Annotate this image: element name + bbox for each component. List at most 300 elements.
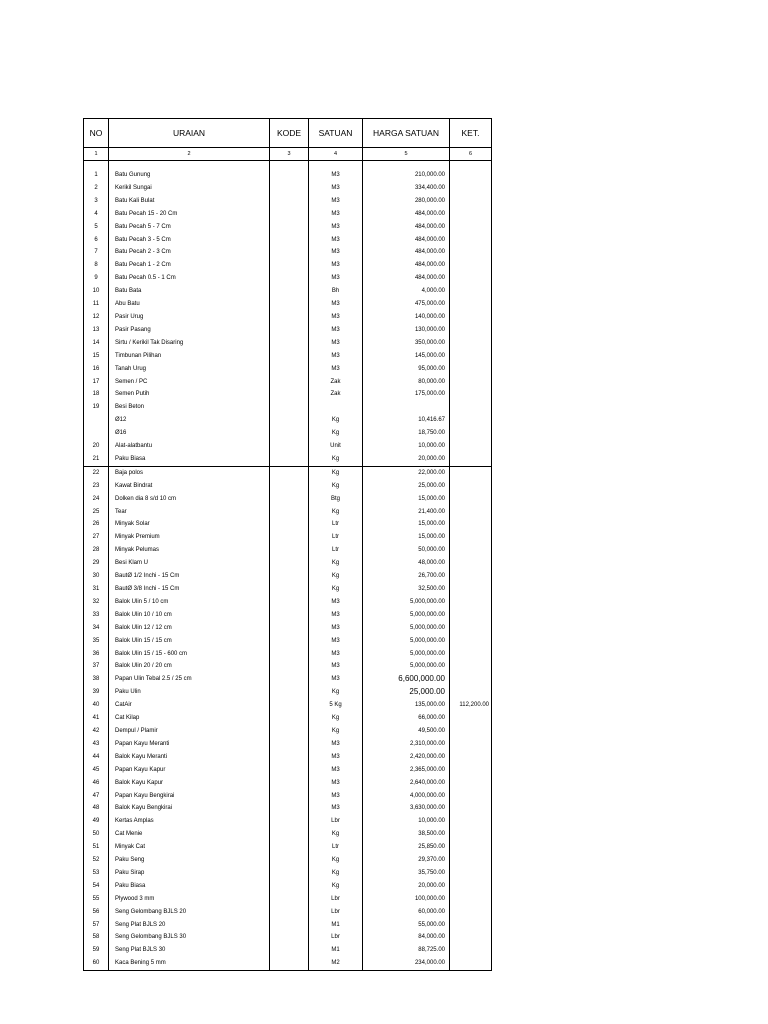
cell-kode	[270, 893, 309, 906]
table-body	[84, 161, 492, 971]
table-row	[84, 272, 492, 285]
cell-ket	[450, 557, 492, 570]
cell-uraian: Balok Ulin 10 / 10 cm	[109, 609, 270, 622]
cell-harga-satuan: 5,000,000.00	[363, 622, 450, 635]
cell-ket	[450, 828, 492, 841]
cell-satuan: M3	[309, 751, 363, 764]
column-number: 4	[309, 148, 363, 161]
cell-no: 23	[84, 480, 109, 493]
cell-kode	[270, 234, 309, 247]
header-row	[84, 119, 492, 148]
header-kode: KODE	[270, 119, 309, 148]
table-row	[84, 686, 492, 699]
cell-kode	[270, 182, 309, 195]
cell-kode	[270, 324, 309, 337]
cell-kode	[270, 401, 309, 414]
column-number: 2	[109, 148, 270, 161]
table-row	[84, 802, 492, 815]
cell-uraian: Balok Ulin 20 / 20 cm	[109, 660, 270, 673]
cell-uraian: Tanah Urug	[109, 363, 270, 376]
table-row	[84, 622, 492, 635]
cell-uraian: Batu Pecah 1 - 2 Cm	[109, 259, 270, 272]
cell-harga-satuan: 38,500.00	[363, 828, 450, 841]
cell-satuan: Lbr	[309, 931, 363, 944]
table-row	[84, 648, 492, 661]
cell-harga-satuan: 15,000.00	[363, 493, 450, 506]
cell-uraian: Batu Pecah 2 - 3 Cm	[109, 246, 270, 259]
cell-uraian: Papan Ulin Tebal 2.5 / 25 cm	[109, 673, 270, 686]
table-row	[84, 246, 492, 259]
cell-harga-satuan: 5,000,000.00	[363, 648, 450, 661]
cell-ket	[450, 673, 492, 686]
cell-ket	[450, 725, 492, 738]
cell-kode	[270, 957, 309, 970]
cell-ket	[450, 686, 492, 699]
cell-ket	[450, 738, 492, 751]
cell-kode	[270, 493, 309, 506]
cell-no: 51	[84, 841, 109, 854]
table-row	[84, 906, 492, 919]
cell-kode	[270, 854, 309, 867]
cell-no: 50	[84, 828, 109, 841]
table-row	[84, 337, 492, 350]
cell-harga-satuan: 55,000.00	[363, 919, 450, 932]
cell-ket	[450, 311, 492, 324]
cell-satuan: Kg	[309, 854, 363, 867]
cell-harga-satuan: 484,000.00	[363, 221, 450, 234]
cell-uraian: Balok Kayu Kapur	[109, 777, 270, 790]
cell-uraian: Cat Kilap	[109, 712, 270, 725]
cell-kode	[270, 841, 309, 854]
cell-satuan: M3	[309, 802, 363, 815]
cell-ket	[450, 906, 492, 919]
cell-no: 38	[84, 673, 109, 686]
cell-harga-satuan: 35,750.00	[363, 867, 450, 880]
table-row	[84, 401, 492, 414]
cell-satuan: Kg	[309, 466, 363, 479]
cell-no: 39	[84, 686, 109, 699]
cell-no: 33	[84, 609, 109, 622]
header-satuan: SATUAN	[309, 119, 363, 148]
cell-harga-satuan: 484,000.00	[363, 234, 450, 247]
cell-satuan: M3	[309, 182, 363, 195]
cell-uraian: Balok Ulin 5 / 10 cm	[109, 596, 270, 609]
cell-harga-satuan: 22,000.00	[363, 466, 450, 479]
cell-kode	[270, 259, 309, 272]
cell-uraian: Pasir Urug	[109, 311, 270, 324]
cell-uraian: Paku Biasa	[109, 880, 270, 893]
cell-harga-satuan: 3,630,000.00	[363, 802, 450, 815]
cell-kode	[270, 867, 309, 880]
table-row	[84, 350, 492, 363]
price-sheet	[83, 118, 491, 967]
cell-uraian: Batu Pecah 0.5 - 1 Cm	[109, 272, 270, 285]
cell-kode	[270, 518, 309, 531]
cell-satuan: M3	[309, 221, 363, 234]
cell-kode	[270, 609, 309, 622]
cell-uraian: Batu Pecah 3 - 5 Cm	[109, 234, 270, 247]
cell-uraian: Batu Gunung	[109, 169, 270, 182]
cell-satuan: M3	[309, 738, 363, 751]
cell-uraian: Plywood 3 mm	[109, 893, 270, 906]
cell-harga-satuan: 234,000.00	[363, 957, 450, 970]
cell-kode	[270, 583, 309, 596]
cell-harga-satuan: 145,000.00	[363, 350, 450, 363]
cell-no: 36	[84, 648, 109, 661]
table-row	[84, 466, 492, 479]
cell-kode	[270, 453, 309, 466]
table-row	[84, 480, 492, 493]
cell-kode	[270, 919, 309, 932]
cell-no: 44	[84, 751, 109, 764]
cell-ket	[450, 777, 492, 790]
cell-uraian: Semen / PC	[109, 376, 270, 389]
cell-harga-satuan: 484,000.00	[363, 208, 450, 221]
cell-satuan: M3	[309, 169, 363, 182]
cell-uraian: CatAir	[109, 699, 270, 712]
table-row	[84, 570, 492, 583]
cell-kode	[270, 466, 309, 479]
cell-harga-satuan: 48,000.00	[363, 557, 450, 570]
cell-satuan: Ltr	[309, 841, 363, 854]
cell-ket	[450, 931, 492, 944]
table-row	[84, 414, 492, 427]
cell-ket	[450, 272, 492, 285]
cell-harga-satuan: 26,700.00	[363, 570, 450, 583]
cell-no: 26	[84, 518, 109, 531]
cell-harga-satuan: 5,000,000.00	[363, 635, 450, 648]
table-row	[84, 931, 492, 944]
table-row	[84, 854, 492, 867]
cell-uraian: Kertas Amplas	[109, 815, 270, 828]
cell-kode	[270, 531, 309, 544]
cell-ket	[450, 298, 492, 311]
cell-no: 3	[84, 195, 109, 208]
column-number: 3	[270, 148, 309, 161]
cell-no: 12	[84, 311, 109, 324]
cell-no: 19	[84, 401, 109, 414]
cell-satuan: Kg	[309, 828, 363, 841]
cell-uraian: Batu Pecah 15 - 20 Cm	[109, 208, 270, 221]
table-row	[84, 493, 492, 506]
cell-harga-satuan: 15,000.00	[363, 518, 450, 531]
table-row	[84, 195, 492, 208]
cell-kode	[270, 699, 309, 712]
cell-uraian: Cat Menie	[109, 828, 270, 841]
column-number-row	[84, 148, 492, 161]
cell-ket	[450, 802, 492, 815]
cell-uraian: BautØ 1/2 Inchi - 15 Cm	[109, 570, 270, 583]
cell-ket	[450, 506, 492, 519]
table-row	[84, 919, 492, 932]
cell-satuan: M3	[309, 337, 363, 350]
cell-kode	[270, 828, 309, 841]
cell-uraian: Ø16	[109, 427, 270, 440]
cell-ket	[450, 414, 492, 427]
cell-harga-satuan: 50,000.00	[363, 544, 450, 557]
cell-ket	[450, 440, 492, 453]
cell-satuan: Kg	[309, 686, 363, 699]
cell-harga-satuan: 88,725.00	[363, 944, 450, 957]
cell-harga-satuan: 130,000.00	[363, 324, 450, 337]
cell-satuan: Bh	[309, 285, 363, 298]
cell-no: 57	[84, 919, 109, 932]
cell-no: 7	[84, 246, 109, 259]
cell-satuan: M1	[309, 944, 363, 957]
cell-harga-satuan: 25,000.00	[363, 686, 450, 699]
table-row	[84, 790, 492, 803]
cell-no: 58	[84, 931, 109, 944]
cell-no: 24	[84, 493, 109, 506]
cell-ket	[450, 944, 492, 957]
cell-uraian: Tear	[109, 506, 270, 519]
cell-no: 17	[84, 376, 109, 389]
cell-ket	[450, 544, 492, 557]
cell-ket	[450, 790, 492, 803]
table-row	[84, 764, 492, 777]
cell-ket	[450, 427, 492, 440]
cell-kode	[270, 195, 309, 208]
table-row	[84, 376, 492, 389]
cell-ket	[450, 841, 492, 854]
cell-uraian: Minyak Solar	[109, 518, 270, 531]
cell-harga-satuan: 60,000.00	[363, 906, 450, 919]
cell-kode	[270, 570, 309, 583]
cell-kode	[270, 635, 309, 648]
cell-harga-satuan: 4,000.00	[363, 285, 450, 298]
cell-uraian: Seng Plat BJLS 30	[109, 944, 270, 957]
cell-ket	[450, 350, 492, 363]
cell-no: 6	[84, 234, 109, 247]
cell-satuan: M3	[309, 648, 363, 661]
cell-ket	[450, 195, 492, 208]
cell-satuan: Kg	[309, 867, 363, 880]
cell-no: 9	[84, 272, 109, 285]
cell-kode	[270, 350, 309, 363]
cell-harga-satuan: 25,850.00	[363, 841, 450, 854]
cell-no: 34	[84, 622, 109, 635]
cell-uraian: Dempul / Plamir	[109, 725, 270, 738]
cell-ket	[450, 957, 492, 970]
cell-satuan: Zak	[309, 376, 363, 389]
cell-kode	[270, 427, 309, 440]
cell-kode	[270, 480, 309, 493]
cell-no: 32	[84, 596, 109, 609]
table-row	[84, 828, 492, 841]
table-row	[84, 880, 492, 893]
cell-uraian: Minyak Cat	[109, 841, 270, 854]
cell-satuan: Kg	[309, 427, 363, 440]
spacer-row	[84, 161, 492, 170]
cell-harga-satuan: 10,000.00	[363, 440, 450, 453]
table-row	[84, 440, 492, 453]
cell-kode	[270, 544, 309, 557]
table-row	[84, 544, 492, 557]
cell-ket	[450, 815, 492, 828]
cell-ket	[450, 363, 492, 376]
cell-no: 5	[84, 221, 109, 234]
cell-harga-satuan: 280,000.00	[363, 195, 450, 208]
cell-no: 29	[84, 557, 109, 570]
cell-uraian: Balok Kayu Meranti	[109, 751, 270, 764]
cell-satuan: Kg	[309, 480, 363, 493]
cell-ket	[450, 182, 492, 195]
cell-satuan: M3	[309, 324, 363, 337]
cell-satuan: M3	[309, 298, 363, 311]
cell-uraian: Balok Ulin 15 / 15 - 600 cm	[109, 648, 270, 661]
cell-satuan: M3	[309, 259, 363, 272]
cell-no: 46	[84, 777, 109, 790]
cell-harga-satuan: 49,500.00	[363, 725, 450, 738]
cell-satuan: M3	[309, 311, 363, 324]
cell-ket	[450, 919, 492, 932]
cell-harga-satuan: 2,310,000.00	[363, 738, 450, 751]
cell-satuan: M3	[309, 777, 363, 790]
cell-satuan: Kg	[309, 557, 363, 570]
cell-no: 48	[84, 802, 109, 815]
table-row	[84, 867, 492, 880]
cell-uraian: Balok Kayu Bengkirai	[109, 802, 270, 815]
cell-uraian: Sirtu / Kerikil Tak Disaring	[109, 337, 270, 350]
table-row	[84, 957, 492, 970]
cell-kode	[270, 738, 309, 751]
table-row	[84, 635, 492, 648]
cell-ket	[450, 596, 492, 609]
cell-satuan: M3	[309, 622, 363, 635]
cell-ket	[450, 660, 492, 673]
cell-kode	[270, 944, 309, 957]
cell-ket	[450, 169, 492, 182]
cell-no: 59	[84, 944, 109, 957]
cell-ket	[450, 518, 492, 531]
cell-uraian: Paku Sirap	[109, 867, 270, 880]
cell-harga-satuan: 484,000.00	[363, 259, 450, 272]
table-row	[84, 324, 492, 337]
cell-uraian: Papan Kayu Meranti	[109, 738, 270, 751]
cell-harga-satuan: 484,000.00	[363, 246, 450, 259]
cell-satuan: M3	[309, 234, 363, 247]
cell-ket	[450, 622, 492, 635]
cell-harga-satuan: 135,000.00	[363, 699, 450, 712]
cell-kode	[270, 751, 309, 764]
cell-no: 45	[84, 764, 109, 777]
cell-no: 4	[84, 208, 109, 221]
cell-kode	[270, 790, 309, 803]
cell-harga-satuan: 210,000.00	[363, 169, 450, 182]
cell-no: 13	[84, 324, 109, 337]
cell-no: 55	[84, 893, 109, 906]
table-row	[84, 583, 492, 596]
cell-uraian: Paku Biasa	[109, 453, 270, 466]
table-row	[84, 518, 492, 531]
cell-no: 20	[84, 440, 109, 453]
cell-satuan: M3	[309, 363, 363, 376]
cell-uraian: Balok Ulin 12 / 12 cm	[109, 622, 270, 635]
header-ket: KET.	[450, 119, 492, 148]
cell-satuan: Unit	[309, 440, 363, 453]
cell-uraian: Minyak Pelumas	[109, 544, 270, 557]
cell-uraian: Kaca Bening 5 mm	[109, 957, 270, 970]
column-number: 1	[84, 148, 109, 161]
table-row	[84, 285, 492, 298]
cell-satuan: 5 Kg	[309, 699, 363, 712]
cell-kode	[270, 648, 309, 661]
cell-uraian: Batu Kali Bulat	[109, 195, 270, 208]
cell-uraian: Baja polos	[109, 466, 270, 479]
cell-no: 16	[84, 363, 109, 376]
cell-no: 22	[84, 466, 109, 479]
cell-satuan: M3	[309, 635, 363, 648]
cell-kode	[270, 311, 309, 324]
cell-uraian: Papan Kayu Kapur	[109, 764, 270, 777]
cell-no: 11	[84, 298, 109, 311]
cell-uraian: Kerikil Sungai	[109, 182, 270, 195]
cell-uraian: Kawat Bindrat	[109, 480, 270, 493]
cell-satuan: M3	[309, 350, 363, 363]
cell-kode	[270, 596, 309, 609]
cell-harga-satuan: 475,000.00	[363, 298, 450, 311]
cell-no: 25	[84, 506, 109, 519]
cell-no: 8	[84, 259, 109, 272]
table-row	[84, 531, 492, 544]
table-row	[84, 673, 492, 686]
cell-no: 41	[84, 712, 109, 725]
cell-kode	[270, 506, 309, 519]
cell-satuan	[309, 401, 363, 414]
cell-harga-satuan: 32,500.00	[363, 583, 450, 596]
table-row	[84, 453, 492, 466]
cell-no: 27	[84, 531, 109, 544]
cell-harga-satuan: 5,000,000.00	[363, 660, 450, 673]
cell-no: 56	[84, 906, 109, 919]
cell-ket	[450, 531, 492, 544]
cell-ket	[450, 324, 492, 337]
cell-uraian: Minyak Premium	[109, 531, 270, 544]
cell-no: 30	[84, 570, 109, 583]
cell-kode	[270, 285, 309, 298]
cell-uraian: Batu Pecah 5 - 7 Cm	[109, 221, 270, 234]
cell-uraian: Balok Ulin 15 / 15 cm	[109, 635, 270, 648]
cell-uraian: Alat-alatbantu	[109, 440, 270, 453]
cell-ket	[450, 764, 492, 777]
cell-kode	[270, 246, 309, 259]
cell-satuan: Lbr	[309, 893, 363, 906]
cell-kode	[270, 414, 309, 427]
cell-harga-satuan: 95,000.00	[363, 363, 450, 376]
cell-harga-satuan: 21,400.00	[363, 506, 450, 519]
cell-ket	[450, 854, 492, 867]
cell-harga-satuan: 18,750.00	[363, 427, 450, 440]
cell-harga-satuan: 6,600,000.00	[363, 673, 450, 686]
cell-harga-satuan: 100,000.00	[363, 893, 450, 906]
table-row	[84, 777, 492, 790]
table-row	[84, 841, 492, 854]
cell-uraian: Dolken dia 8 s/d 10 cm	[109, 493, 270, 506]
table-row	[84, 363, 492, 376]
cell-harga-satuan: 80,000.00	[363, 376, 450, 389]
table-row	[84, 699, 492, 712]
cell-ket	[450, 246, 492, 259]
cell-kode	[270, 221, 309, 234]
cell-ket	[450, 867, 492, 880]
cell-harga-satuan: 25,000.00	[363, 480, 450, 493]
cell-ket	[450, 337, 492, 350]
cell-kode	[270, 376, 309, 389]
cell-kode	[270, 815, 309, 828]
cell-uraian: Ø12	[109, 414, 270, 427]
cell-ket	[450, 388, 492, 401]
cell-uraian: Abu Batu	[109, 298, 270, 311]
